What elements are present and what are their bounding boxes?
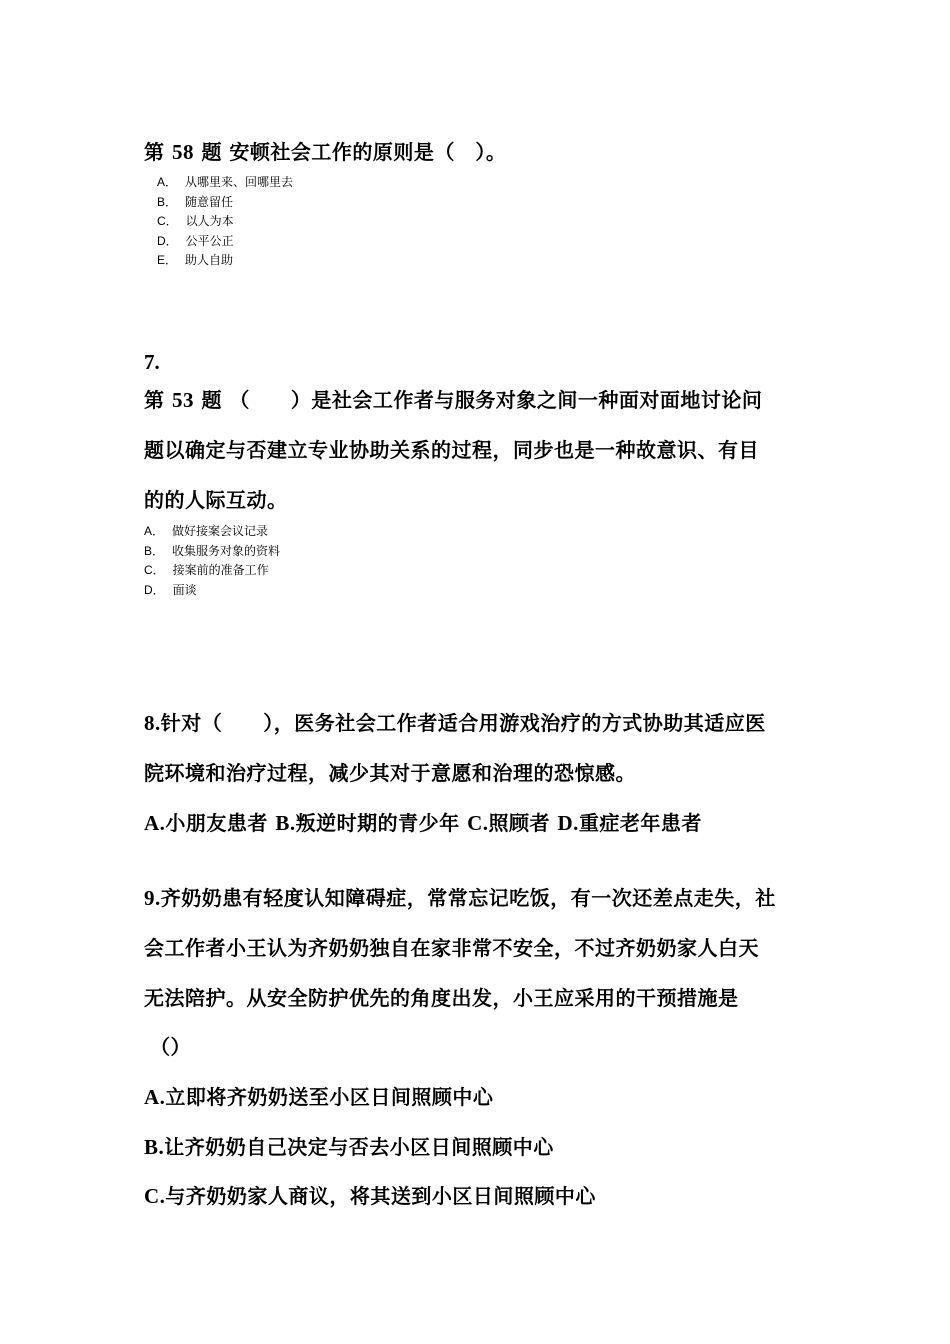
option-item: [157, 173, 293, 193]
question-53-prefix: 第: [144, 388, 165, 412]
option-letter: D．: [157, 233, 178, 248]
question-9-line-1: [144, 884, 776, 912]
question-9-line-4: （）: [150, 1035, 191, 1059]
question-58-title: [144, 138, 506, 166]
option-text: 公平公正: [185, 233, 234, 248]
option-letter: B．: [157, 194, 178, 209]
option-item: [144, 542, 280, 562]
option-text: 做好接案会议记录: [172, 524, 269, 538]
question-9-option-c: [144, 1182, 596, 1210]
option-text: 立即将齐奶奶送至小区日间照顾中心: [165, 1085, 494, 1109]
question-53-text-1: 题 （ ）是社会工作者与服务对象之间一种面对面地讨论问: [201, 388, 763, 412]
question-53-options: [144, 522, 280, 600]
question-9-index: 9.: [144, 886, 161, 910]
question-53-line-1: [144, 386, 762, 414]
question-58-options: [157, 173, 293, 271]
question-7-index: 7.: [144, 350, 160, 374]
option-text: 让齐奶奶自己决定与否去小区日间照顾中心: [164, 1135, 554, 1159]
option-letter: C.: [467, 811, 489, 835]
option-letter: A．: [157, 175, 178, 189]
option-letter: A.: [144, 1085, 166, 1109]
option-letter: B.: [275, 811, 296, 835]
option-letter: A.: [144, 811, 166, 835]
question-58-stem: 题 安顿社会工作的原则是（ ）。: [201, 140, 507, 164]
option-text: 助人自助: [185, 253, 234, 267]
question-8-line-2: 院环境和治疗过程，减少其对于意愿和治理的恐惊感。: [144, 761, 636, 785]
option-item: [144, 561, 280, 581]
question-8-index: 8.: [144, 711, 161, 735]
question-8-line-1: [144, 709, 766, 737]
question-58-number: 58: [171, 140, 194, 164]
option-text: 重症老年患者: [578, 811, 702, 835]
option-text: 接案前的准备工作: [172, 563, 269, 577]
option-item: [157, 212, 293, 232]
question-9-text-1: 齐奶奶患有轻度认知障碍症，常常忘记吃饭，有一次还差点走失，社: [160, 886, 776, 910]
option-text: 随意留任: [185, 194, 234, 209]
option-letter: E．: [157, 253, 178, 267]
option-letter: D.: [557, 811, 579, 835]
option-item: [157, 232, 293, 252]
option-letter: B．: [144, 543, 165, 558]
option-text: 以人为本: [185, 214, 234, 228]
question-8-options: [144, 809, 702, 837]
question-9-option-a: [144, 1083, 493, 1111]
option-text: 照顾者: [488, 811, 551, 835]
question-9-line-2: 会工作者小王认为齐奶奶独自在家非常不安全，不过齐奶奶家人白天: [144, 936, 759, 960]
question-53-line-2: 题以确定与否建立专业协助关系的过程，同步也是一种故意识、有目: [144, 438, 759, 462]
option-letter: A．: [144, 524, 165, 538]
question-58-prefix: 第: [144, 140, 165, 164]
option-item: [157, 193, 293, 213]
option-item: [144, 522, 280, 542]
option-item: [144, 581, 280, 601]
option-letter: C．: [144, 563, 165, 577]
question-53-number: 53: [171, 388, 194, 412]
option-text: 从哪里来、回哪里去: [185, 175, 294, 189]
option-text: 收集服务对象的资料: [172, 543, 281, 558]
question-53-line-3: 的的人际互动。: [144, 488, 288, 512]
option-text: 叛逆时期的青少年: [295, 811, 460, 835]
question-9-line-3: 无法陪护。从安全防护优先的角度出发，小王应采用的干预措施是: [144, 986, 739, 1010]
question-8-text-1: 针对（ ），医务社会工作者适合用游戏治疗的方式协助其适应医: [160, 711, 766, 735]
option-letter: D．: [144, 582, 165, 597]
option-text: 面谈: [172, 582, 197, 597]
option-letter: C．: [157, 214, 178, 228]
option-letter: C.: [144, 1184, 166, 1208]
option-item: [157, 251, 293, 271]
option-text: 小朋友患者: [165, 811, 268, 835]
option-text: 与齐奶奶家人商议，将其送到小区日间照顾中心: [165, 1184, 596, 1208]
question-9-option-b: [144, 1133, 554, 1161]
option-letter: B.: [144, 1135, 165, 1159]
